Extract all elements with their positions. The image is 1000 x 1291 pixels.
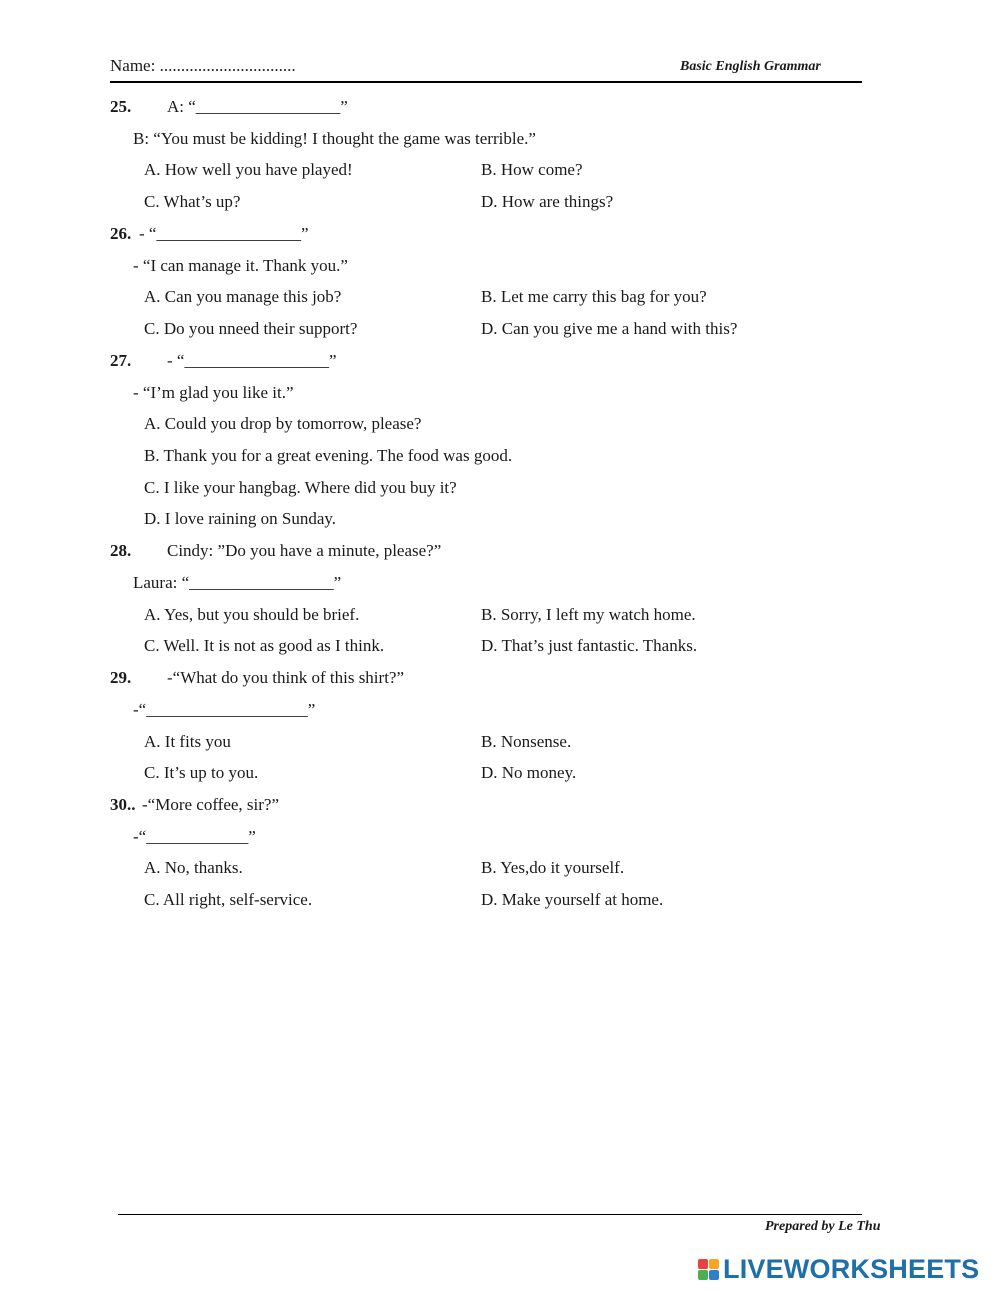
option-a[interactable]: A. No, thanks. bbox=[144, 858, 243, 877]
option-d[interactable]: D. How are things? bbox=[481, 192, 614, 211]
option-c[interactable]: C. What’s up? bbox=[144, 192, 241, 211]
liveworksheets-logo-icon bbox=[698, 1259, 719, 1280]
question-reply: -“___________________” bbox=[133, 700, 316, 719]
question-reply: - “I’m glad you like it.” bbox=[133, 383, 294, 402]
logo-tile bbox=[698, 1259, 708, 1269]
author-credit: Prepared by Le Thu bbox=[765, 1219, 881, 1234]
option-d[interactable]: D. I love raining on Sunday. bbox=[144, 509, 337, 528]
option-d[interactable]: D. Can you give me a hand with this? bbox=[481, 319, 738, 338]
document-title: Basic English Grammar bbox=[680, 59, 821, 74]
option-a[interactable]: A. How well you have played! bbox=[144, 160, 353, 179]
question-number: 27. bbox=[110, 351, 132, 370]
option-c[interactable]: C. It’s up to you. bbox=[144, 763, 259, 782]
option-b[interactable]: B. Sorry, I left my watch home. bbox=[481, 605, 696, 624]
option-b[interactable]: B. Thank you for a great evening. The food was good. bbox=[144, 446, 513, 465]
brand-wordmark: LIVEWORKSHEETS bbox=[723, 1253, 980, 1284]
question-number: 28. bbox=[110, 541, 132, 560]
question-number: 30.. bbox=[110, 795, 136, 814]
option-a[interactable]: A. Yes, but you should be brief. bbox=[144, 605, 360, 624]
question-number: 26. bbox=[110, 224, 132, 243]
option-a[interactable]: A. Can you manage this job? bbox=[144, 287, 342, 306]
question-reply: -“____________” bbox=[133, 827, 256, 846]
name-field-label: Name: ................................ bbox=[110, 56, 296, 75]
question-prompt: - “_________________” bbox=[167, 351, 337, 370]
option-c[interactable]: C. Well. It is not as good as I think. bbox=[144, 636, 385, 655]
header-divider bbox=[110, 81, 862, 83]
option-c[interactable]: C. Do you nneed their support? bbox=[144, 319, 358, 338]
logo-tile bbox=[698, 1270, 708, 1280]
option-a[interactable]: A. Could you drop by tomorrow, please? bbox=[144, 414, 422, 433]
option-d[interactable]: D. Make yourself at home. bbox=[481, 890, 664, 909]
question-number: 25. bbox=[110, 97, 132, 116]
option-b[interactable]: B. How come? bbox=[481, 160, 583, 179]
liveworksheets-brand bbox=[698, 1254, 979, 1284]
option-b[interactable]: B. Let me carry this bag for you? bbox=[481, 287, 707, 306]
footer-divider bbox=[118, 1214, 862, 1215]
question-prompt: A: “_________________” bbox=[167, 97, 348, 116]
question-prompt: -“What do you think of this shirt?” bbox=[167, 668, 405, 687]
option-d[interactable]: D. No money. bbox=[481, 763, 577, 782]
option-c[interactable]: C. All right, self-service. bbox=[144, 890, 313, 909]
question-reply: B: “You must be kidding! I thought the game was terrible.” bbox=[133, 129, 536, 148]
option-b[interactable]: B. Nonsense. bbox=[481, 732, 572, 751]
question-reply: Laura: “_________________” bbox=[133, 573, 342, 592]
question-reply: - “I can manage it. Thank you.” bbox=[133, 256, 348, 275]
option-a[interactable]: A. It fits you bbox=[144, 732, 231, 751]
question-prompt: -“More coffee, sir?” bbox=[142, 795, 280, 814]
logo-tile bbox=[709, 1259, 719, 1269]
logo-tile bbox=[709, 1270, 719, 1280]
question-prompt: Cindy: ”Do you have a minute, please?” bbox=[167, 541, 442, 560]
option-b[interactable]: B. Yes,do it yourself. bbox=[481, 858, 625, 877]
question-prompt: - “_________________” bbox=[139, 224, 309, 243]
question-number: 29. bbox=[110, 668, 132, 687]
option-c[interactable]: C. I like your hangbag. Where did you buy it? bbox=[144, 478, 457, 497]
option-d[interactable]: D. That’s just fantastic. Thanks. bbox=[481, 636, 698, 655]
